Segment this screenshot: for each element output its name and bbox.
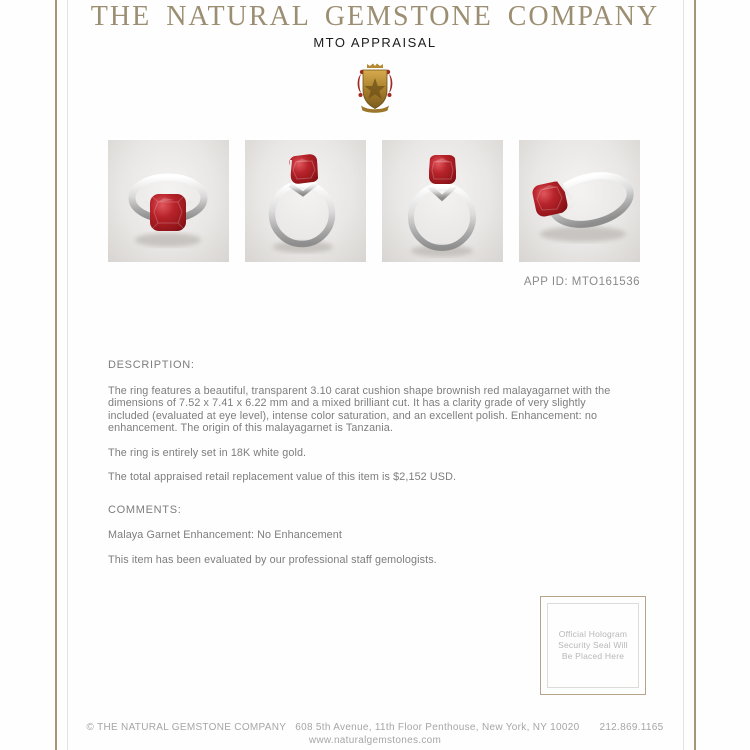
description-paragraph-3: The total appraised retail replacement value of this item is $2,152 USD.: [108, 471, 457, 483]
footer-website-line: [0, 735, 750, 746]
hologram-seal-text: [558, 629, 628, 662]
left-outer-frame-line: [55, 0, 57, 750]
hologram-line-2: Security Seal Will: [558, 640, 628, 650]
ring-photo-standing-angled-view: [245, 140, 366, 262]
footer-copyright: © THE NATURAL GEMSTONE COMPANY: [86, 722, 287, 733]
hologram-line-3: Be Placed Here: [561, 651, 625, 661]
footer-phone: 212.869.1165: [599, 722, 664, 733]
right-outer-frame-line: [694, 0, 696, 750]
ring-photo-standing-front-view: [382, 140, 503, 262]
product-photo-row: [108, 140, 640, 262]
footer-website: www.naturalgemstones.com: [308, 735, 442, 746]
comments-paragraph-1: Malaya Garnet Enhancement: No Enhancement: [108, 529, 342, 541]
left-inner-frame-line: [67, 0, 68, 750]
footer-contact-line: [0, 722, 750, 733]
comments-paragraph-2: This item has been evaluated by our professional staff gemologists.: [108, 554, 437, 566]
hologram-seal-inner-frame: [547, 603, 639, 688]
app-id-label: APP ID:: [523, 276, 569, 288]
document-type-subtitle: MTO APPRAISAL: [313, 35, 437, 50]
description-heading: DESCRIPTION:: [108, 359, 195, 371]
description-paragraph-1: The ring features a beautiful, transparent 3.10 carat cushion shape brownish red malayagarnet with the dimensions of 7.52 x 7.41 x 6.22 mm and a mixed brilliant cut. It has a clarity grade of very slightly included (evaluated at eye level), intense color saturation, and an excellent polish. Enhancement: no enhancement. The origin of this malayagarnet is Tanzania.: [108, 385, 611, 435]
hologram-line-1: Official Hologram: [558, 629, 628, 639]
comments-heading: COMMENTS:: [108, 504, 182, 516]
company-crest-icon: [353, 62, 397, 114]
app-id-value: MTO161536: [571, 276, 640, 288]
right-inner-frame-line: [683, 0, 684, 750]
ring-photo-front-view: [108, 140, 229, 262]
app-id: [108, 276, 640, 288]
description-paragraph-2: The ring is entirely set in 18K white gold.: [108, 447, 307, 459]
footer-address: 608 5th Avenue, 11th Floor Penthouse, New York, NY 10020: [295, 722, 580, 733]
company-title: THE NATURAL GEMSTONE COMPANY: [90, 1, 660, 32]
ring-photo-lying-angled-view: [519, 140, 640, 262]
hologram-seal-placeholder: [540, 596, 646, 695]
